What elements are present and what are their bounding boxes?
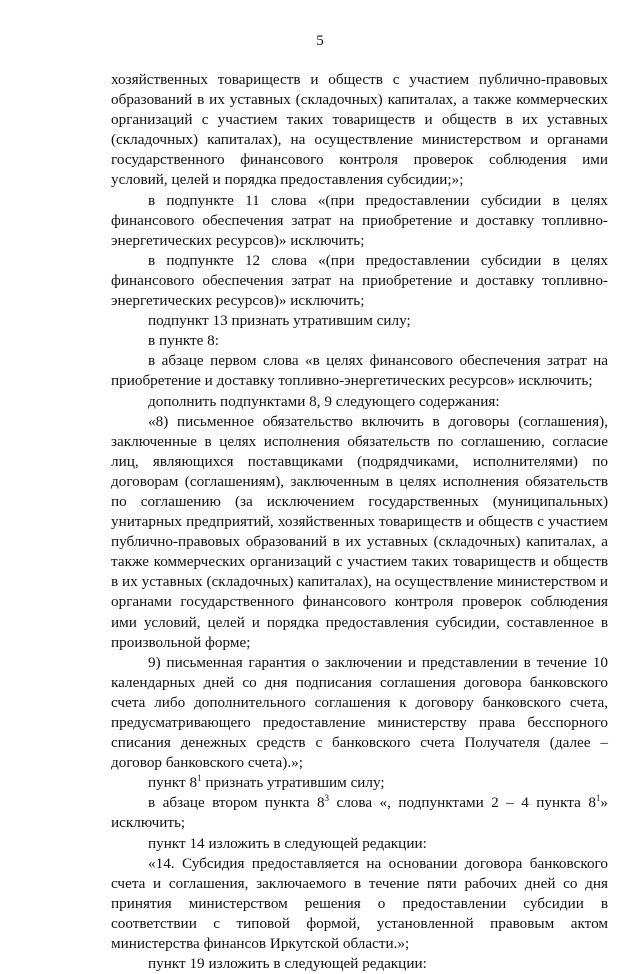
paragraph: в пункте 8:	[148, 332, 219, 350]
paragraph-8-3-text-c: » исключить;	[111, 794, 609, 832]
superscript: 1	[197, 773, 202, 784]
document-body	[111, 70, 608, 974]
page-number: 5	[316, 33, 324, 49]
paragraph: подпункт 13 признать утратившим силу;	[148, 312, 411, 330]
paragraph: хозяйственных товариществ и обществ с участием публично-правовых образований в их уставных (складочных) капиталах, а также коммерческих организаций с участием таких товариществ и обществ в их уставных (складочных) капиталах), на осуществление министерством и органами государственного финансового контроля проверок соблюдения ими условий, целей и порядка предоставления субсидии;»;	[111, 71, 608, 189]
paragraph: в подпункте 12 слова «(при предоставлении субсидии в целях финансового обеспечения затрат на приобретение и доставку топливно-энергетических ресурсов)» исключить;	[111, 251, 608, 310]
paragraph-8-1-text-end: признать утратившим силу;	[201, 774, 385, 792]
superscript: 1	[595, 793, 601, 804]
paragraph: в абзаце первом слова «в целях финансового обеспечения затрат на приобретение и доставку топливно-энергетических ресурсов» исключить;	[111, 352, 608, 390]
paragraph-8-3	[111, 793, 608, 833]
paragraph: дополнить подпунктами 8, 9 следующего содержания:	[148, 392, 500, 410]
paragraph-8-1-text: пункт 8	[148, 774, 198, 792]
paragraph: пункт 14 изложить в следующей редакции:	[148, 834, 427, 852]
paragraph: в подпункте 11 слова «(при предоставлении субсидии в целях финансового обеспечения затрат на приобретение и доставку топливно-энергетических ресурсов)» исключить;	[111, 191, 608, 249]
paragraph: «14. Субсидия предоставляется на основании договора банковского счета и соглашения, заключаемого в течение пяти рабочих дней со дня принятия министерством решения о предоставлении субсидии в соответствии с типовой формой, установленной правовым актом министерства финансов Иркутской области.»;	[111, 854, 608, 953]
paragraph-8-3-text-b: слова «, подпунктами 2 – 4 пункта 8	[329, 794, 596, 812]
paragraph-8-3-text-a: в абзаце втором пункта 8	[148, 794, 325, 812]
paragraph-list-tail	[111, 834, 608, 974]
paragraph: 9) письменная гарантия о заключении и представлении в течение 10 календарных дней со дня подписания соглашения договора банковского счета либо дополнительного соглашения к договору банковского счета, предусматривающего предоставление министерству права бесспорного списания денежных средств с банковского счета Получателя (далее – договор банковского счета).»;	[111, 653, 608, 772]
superscript: 3	[324, 793, 330, 804]
paragraph-8-1	[111, 773, 608, 793]
paragraph-list	[111, 70, 608, 773]
paragraph: «8) письменное обязательство включить в договоры (соглашения), заключенные в целях исполнения обязательств по соглашению, согласие лиц, являющихся поставщиками (подрядчиками, исполнителями) по договорам (соглашениям), заключенным в целях исполнения обязательств по соглашению (за исключением государственных (муниципальных) унитарных предприятий, хозяйственных товариществ и обществ с участием публично-правовых образований в их уставных (складочных) капиталах, а также коммерческих организаций с участием таких товариществ и обществ в их уставных (складочных) капиталах), на осуществление министерством и органами государственного финансового контроля проверок соблюдения ими условий, целей и порядка предоставления субсидии, составленное в произвольной форме;	[111, 412, 608, 651]
paragraph: пункт 19 изложить в следующей редакции:	[148, 955, 427, 973]
